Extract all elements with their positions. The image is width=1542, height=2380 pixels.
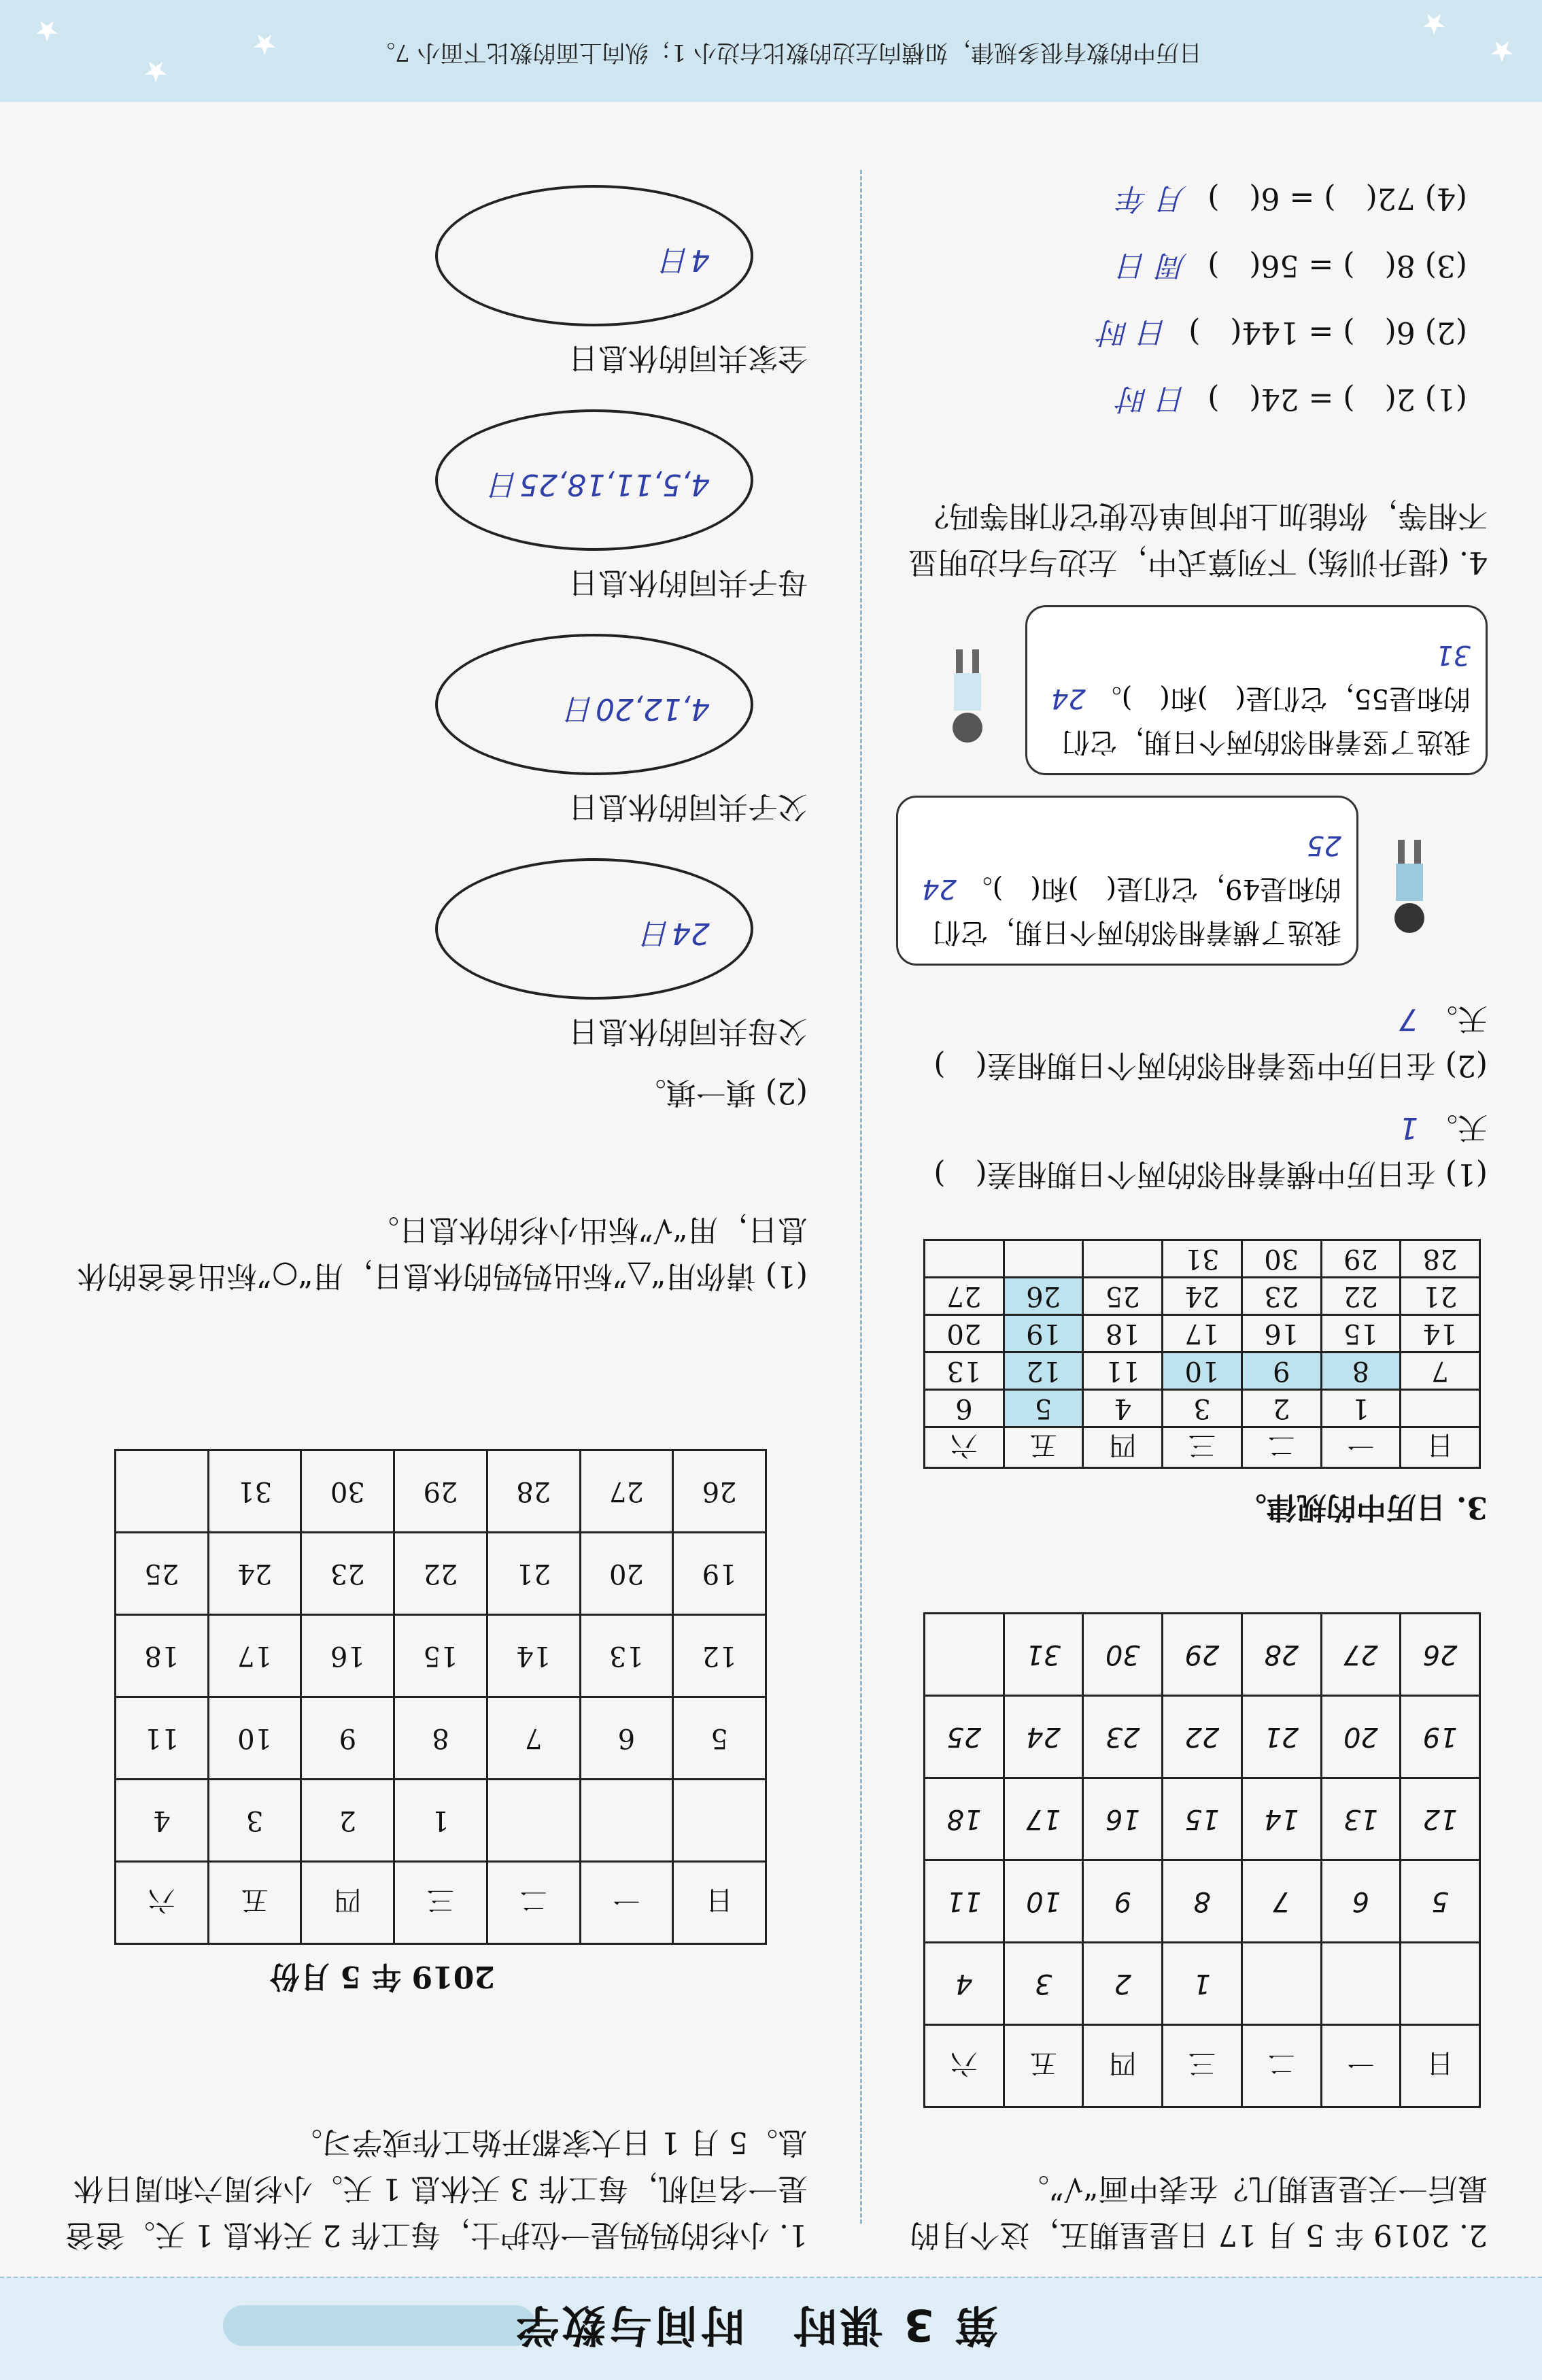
weekday-header: 五 (1004, 1427, 1083, 1468)
calendar-cell (1083, 1240, 1163, 1278)
calendar-cell: 21 (487, 1533, 580, 1615)
calendar-cell: 21 (1241, 1696, 1321, 1778)
calendar-cell: 15 (1163, 1778, 1242, 1860)
calendar-cell: 9 (1241, 1353, 1321, 1390)
calendar-cell: 17 (208, 1615, 301, 1697)
calendar-cell: 10 (1163, 1353, 1242, 1390)
calendar-cell: 5 (673, 1697, 766, 1780)
calendar-cell: 26 (1401, 1614, 1480, 1696)
star-icon: ★ (34, 14, 60, 48)
oval-answers (60, 136, 808, 1054)
footer-tip: 日历中的数有很多规律，如横向左边的数比右边小 1；纵向上面的数比下面小 7。 (372, 39, 1202, 66)
calendar-cell: 25 (925, 1696, 1004, 1778)
weekday-header: 二 (1241, 2025, 1321, 2107)
q4-item-answer: 月 年 (1118, 181, 1188, 216)
q4-item-label: (1) 2( ) = 24( ) (1207, 381, 1467, 416)
weekday-header: 四 (1083, 1427, 1163, 1468)
oval-label: 父母共同的休息日 (568, 1014, 808, 1049)
weekday-header: 六 (925, 1427, 1004, 1468)
calendar-cell (1401, 1390, 1480, 1427)
answer-oval (435, 858, 753, 1000)
calendar-cell: 20 (1321, 1696, 1401, 1778)
calendar-cell: 11 (925, 1860, 1004, 1943)
calendar-cell: 2 (1241, 1390, 1321, 1427)
weekday-header: 日 (1401, 2025, 1480, 2107)
calendar-cell: 8 (1163, 1860, 1242, 1943)
q3-title: 3. 日历中的规律。 (1236, 1490, 1488, 1525)
q4-item (889, 241, 1467, 288)
calendar-cell (925, 1614, 1004, 1696)
calendar-cell: 18 (925, 1778, 1004, 1860)
calendar-cell: 3 (208, 1780, 301, 1862)
calendar-cell: 31 (1004, 1614, 1083, 1696)
calendar-cell: 2 (301, 1780, 394, 1862)
calendar-cell: 10 (1004, 1860, 1083, 1943)
calendar-cell: 17 (1004, 1778, 1083, 1860)
calendar-cell: 8 (394, 1697, 487, 1780)
q1-intro: 1. 小杉的妈妈是一位护士，每工作 2 天休息 1 天。爸爸是一名司机，每工作 3 天休息 1 天。小杉周六和周日休息。5 月 1 日大家都开始工作或学习。 (65, 2124, 808, 2252)
calendar-cell: 30 (301, 1450, 394, 1533)
calendar-cell: 26 (1004, 1278, 1083, 1315)
weekday-header: 五 (1004, 2025, 1083, 2107)
bubble2-answer-a: 24 (1051, 683, 1086, 714)
weekday-header: 三 (1163, 2025, 1242, 2107)
q3-sub2-answer: 7 (1399, 1001, 1418, 1036)
star-icon: ★ (1421, 7, 1447, 41)
q4-item (889, 175, 1467, 221)
calendar-cell: 2 (1083, 1943, 1163, 2025)
calendar-cell: 25 (116, 1533, 209, 1615)
calendar-cell: 11 (116, 1697, 209, 1780)
answer-oval (435, 185, 753, 326)
calendar-cell: 19 (1004, 1315, 1083, 1353)
q3-sub1-text: (1) 在日历中横着相邻的两个日期相差( )天。 (933, 1110, 1488, 1191)
calendar-cell: 24 (1163, 1278, 1242, 1315)
calendar-cell: 4 (116, 1780, 209, 1862)
calendar-cell (116, 1450, 209, 1533)
q4-item-label: (4) 72( ) = 6( ) (1207, 181, 1467, 216)
calendar-cell: 5 (1004, 1390, 1083, 1427)
calendar-cell: 18 (116, 1615, 209, 1697)
q1-calendar (114, 1449, 767, 1945)
calendar-cell: 27 (925, 1278, 1004, 1315)
calendar-cell: 27 (580, 1450, 673, 1533)
calendar-cell: 22 (1321, 1278, 1401, 1315)
calendar-cell: 23 (1083, 1696, 1163, 1778)
calendar-cell: 12 (1004, 1353, 1083, 1390)
calendar-cell: 6 (580, 1697, 673, 1780)
calendar-cell: 15 (1321, 1315, 1401, 1353)
calendar-cell: 29 (394, 1450, 487, 1533)
calendar-cell: 14 (487, 1615, 580, 1697)
calendar-cell: 8 (1321, 1353, 1401, 1390)
bubble2-text: 我选了竖着相邻的两个日期，它们的和是55，它们是( )和( )。 (1063, 683, 1471, 758)
calendar-cell: 28 (1401, 1240, 1480, 1278)
calendar-cell: 7 (1241, 1860, 1321, 1943)
q1-sub1: (1) 请你用“△”标出妈妈的休息日，用“○”标出爸爸的休息日，用“√”标出小杉的休息日。 (77, 1212, 808, 1293)
calendar-cell: 10 (208, 1697, 301, 1780)
q4-item-label: (3) 8( ) = 56( ) (1207, 248, 1467, 283)
oval-answer: 4日 (661, 243, 710, 277)
q3-sub2-text: (2) 在日历中竖着相邻的两个日期相差( )天。 (933, 1001, 1488, 1083)
q4-item-answer: 日 时 (1118, 381, 1188, 416)
calendar-cell (1241, 1943, 1321, 2025)
calendar-cell: 19 (673, 1533, 766, 1615)
calendar-cell: 28 (1241, 1614, 1321, 1696)
calendar-cell (1401, 1943, 1480, 2025)
calendar-cell (1004, 1240, 1083, 1278)
calendar-cell: 16 (1083, 1778, 1163, 1860)
calendar-cell: 13 (925, 1353, 1004, 1390)
weekday-header: 一 (1321, 2025, 1401, 2107)
calendar-cell: 16 (1241, 1315, 1321, 1353)
q4-title: 4. (提升训练) 下列算式中，左边与右边明显不相等，你能加上时间单位使它们相等吗？ (908, 498, 1488, 579)
q2-calendar (923, 1612, 1481, 2108)
q4-items (889, 154, 1467, 422)
footer-bar (0, 0, 1542, 102)
calendar-cell: 6 (925, 1390, 1004, 1427)
calendar-cell: 7 (1401, 1353, 1480, 1390)
oval-group (60, 612, 808, 830)
calendar-cell: 25 (1083, 1278, 1163, 1315)
calendar-cell: 3 (1163, 1390, 1242, 1427)
calendar-cell: 22 (1163, 1696, 1242, 1778)
oval-label: 全家共同的休息日 (568, 341, 808, 375)
calendar-cell: 16 (301, 1615, 394, 1697)
star-icon: ★ (252, 28, 277, 61)
calendar-cell (925, 1240, 1004, 1278)
weekday-header: 四 (1083, 2025, 1163, 2107)
calendar-cell: 29 (1163, 1614, 1242, 1696)
calendar-cell: 20 (580, 1533, 673, 1615)
speech-bubble-2 (1025, 605, 1488, 775)
oval-label: 父子共同的休息日 (568, 789, 808, 824)
calendar-cell: 1 (394, 1780, 487, 1862)
calendar-cell: 17 (1163, 1315, 1242, 1353)
page-title: 第 3 课时 时间与数学 (513, 2299, 998, 2349)
oval-group (60, 388, 808, 605)
calendar-cell: 11 (1083, 1353, 1163, 1390)
bubble1-answer-a: 24 (922, 873, 957, 904)
weekday-header: 一 (1321, 1427, 1401, 1468)
calendar-cell: 24 (208, 1533, 301, 1615)
q2-text: 2. 2019 年 5 月 17 日是星期五，这个月的最后一天是星期几？在表中画“√”。 (910, 2171, 1488, 2252)
calendar-cell: 1 (1163, 1943, 1242, 2025)
calendar-cell: 24 (1004, 1696, 1083, 1778)
calendar-cell: 14 (1401, 1315, 1480, 1353)
calendar-cell: 6 (1321, 1860, 1401, 1943)
oval-answer: 4,12,20日 (566, 692, 710, 726)
q1-calendar-title: 2019 年 5 月份 (269, 1959, 495, 1994)
calendar-cell: 13 (580, 1615, 673, 1697)
answer-oval (435, 634, 753, 775)
calendar-cell: 21 (1401, 1278, 1480, 1315)
calendar-cell (487, 1780, 580, 1862)
calendar-cell: 1 (1321, 1390, 1401, 1427)
q4-item-label: (2) 6( ) = 144( ) (1188, 314, 1467, 350)
calendar-cell (580, 1780, 673, 1862)
oval-answer: 24日 (642, 916, 710, 951)
calendar-cell: 28 (487, 1450, 580, 1533)
q3-sub1 (889, 1104, 1488, 1197)
calendar-cell: 23 (1241, 1278, 1321, 1315)
calendar-cell: 9 (301, 1697, 394, 1780)
calendar-cell: 19 (1401, 1696, 1480, 1778)
weekday-header: 日 (1401, 1427, 1480, 1468)
calendar-cell: 7 (487, 1697, 580, 1780)
bubble2-answer-b: 31 (1436, 639, 1471, 670)
oval-group (60, 836, 808, 1054)
calendar-cell: 3 (1004, 1943, 1083, 2025)
weekday-header: 三 (1163, 1427, 1242, 1468)
answer-oval (435, 409, 753, 551)
q1-sub2: (2) 填一填。 (636, 1075, 808, 1110)
speech-bubble-1 (896, 796, 1358, 966)
q4-item-answer: 日 时 (1099, 314, 1169, 350)
calendar-cell: 18 (1083, 1315, 1163, 1353)
calendar-cell: 4 (1083, 1390, 1163, 1427)
weekday-header: 一 (580, 1862, 673, 1944)
calendar-cell: 31 (208, 1450, 301, 1533)
calendar-cell: 13 (1321, 1778, 1401, 1860)
weekday-header: 六 (925, 2025, 1004, 2107)
calendar-cell: 30 (1083, 1614, 1163, 1696)
weekday-header: 五 (208, 1862, 301, 1944)
bubble1-text: 我选了横着相邻的两个日期，它们的和是49，它们是( )和( )。 (933, 873, 1341, 948)
calendar-cell: 15 (394, 1615, 487, 1697)
lesson-logo (223, 2305, 536, 2346)
oval-label: 母子共同的休息日 (568, 565, 808, 600)
q4-item (889, 375, 1467, 422)
calendar-cell: 4 (925, 1943, 1004, 2025)
calendar-cell: 5 (1401, 1860, 1480, 1943)
weekday-header: 四 (301, 1862, 394, 1944)
weekday-header: 二 (487, 1862, 580, 1944)
star-icon: ★ (143, 55, 169, 88)
calendar-cell (1321, 1943, 1401, 2025)
bubble1-answer-b: 25 (1307, 830, 1341, 861)
calendar-cell: 26 (673, 1450, 766, 1533)
oval-answer: 4,5,11,18,25日 (490, 467, 710, 502)
calendar-cell: 27 (1321, 1614, 1401, 1696)
header-bar (0, 2277, 1542, 2380)
calendar-cell: 22 (394, 1533, 487, 1615)
q3-calendar (923, 1239, 1481, 1469)
weekday-header: 二 (1241, 1427, 1321, 1468)
weekday-header: 日 (673, 1862, 766, 1944)
q4-item-answer: 周 日 (1118, 248, 1188, 283)
q3-sub2 (889, 996, 1488, 1088)
q3-sub1-answer: 1 (1399, 1110, 1418, 1145)
calendar-cell: 30 (1241, 1240, 1321, 1278)
calendar-cell: 12 (1401, 1778, 1480, 1860)
calendar-cell (673, 1780, 766, 1862)
star-icon: ★ (1489, 35, 1515, 68)
boy-figure-icon (937, 646, 998, 748)
calendar-cell: 20 (925, 1315, 1004, 1353)
calendar-cell: 31 (1163, 1240, 1242, 1278)
q4-item (889, 309, 1467, 355)
weekday-header: 六 (116, 1862, 209, 1944)
column-divider (860, 170, 862, 2224)
oval-group (60, 163, 808, 381)
girl-figure-icon (1379, 836, 1440, 938)
calendar-cell: 14 (1241, 1778, 1321, 1860)
weekday-header: 三 (394, 1862, 487, 1944)
calendar-cell: 23 (301, 1533, 394, 1615)
calendar-cell: 29 (1321, 1240, 1401, 1278)
calendar-cell: 12 (673, 1615, 766, 1697)
calendar-cell: 9 (1083, 1860, 1163, 1943)
